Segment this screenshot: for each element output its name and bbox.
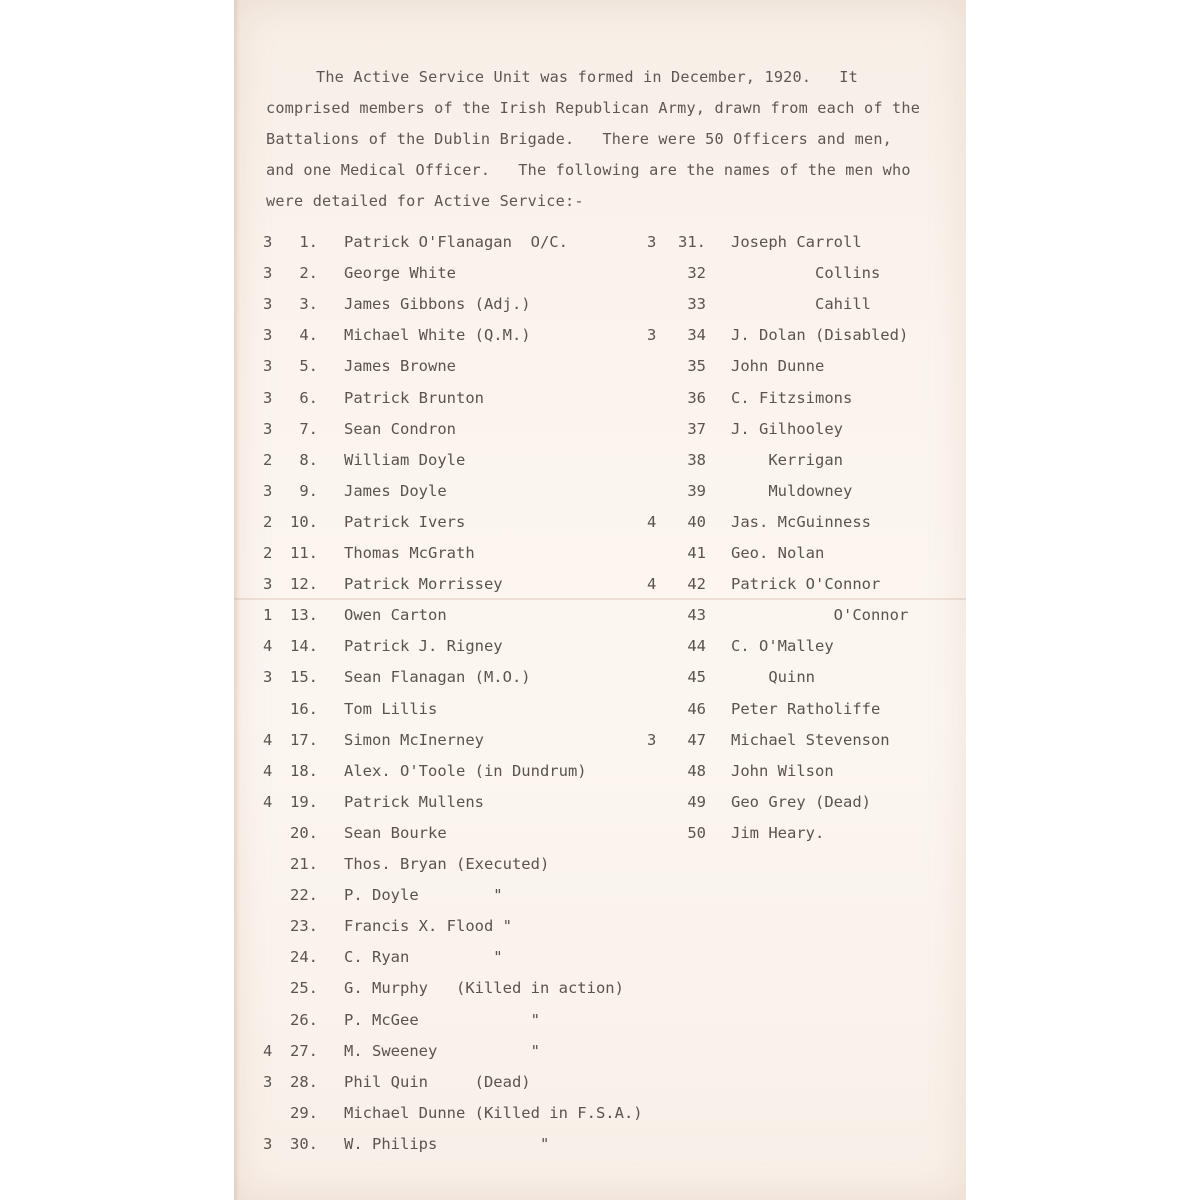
member-name: Muldowney: [731, 481, 853, 500]
roster-number: 20.: [290, 823, 318, 842]
roster-number: 22.: [290, 886, 318, 905]
roster-number: 9.: [299, 481, 318, 500]
member-name: P. Doyle ": [344, 886, 503, 905]
roster-row: [0, 417, 1200, 441]
roster-row: [0, 697, 1200, 721]
roster-number: 50: [687, 823, 706, 842]
roster-row: [0, 354, 1200, 378]
roster-number: 12.: [290, 575, 318, 594]
roster-number: 7.: [299, 419, 318, 438]
member-name: Thos. Bryan (Executed): [344, 855, 550, 873]
roster-number: 33: [687, 295, 706, 314]
roster-number: 28.: [290, 1072, 318, 1091]
roster-number: 35: [687, 357, 706, 376]
member-name: Sean Condron: [344, 419, 456, 438]
roster-number: 13.: [290, 606, 318, 625]
battalion-number: 3: [263, 481, 273, 500]
roster-row: [0, 510, 1200, 534]
member-name: Jim Heary.: [731, 823, 825, 842]
roster-number: 32: [687, 264, 706, 283]
roster-number: 26.: [290, 1010, 318, 1029]
roster-row: [0, 914, 1200, 938]
roster-row: [0, 603, 1200, 627]
member-name: Sean Bourke: [344, 823, 447, 842]
intro-line: Battalions of the Dublin Brigade. There were 50 Officers and men,: [266, 130, 893, 148]
roster-row: [0, 759, 1200, 783]
roster-row: [0, 665, 1200, 689]
intro-line: and one Medical Officer. The following are the names of the men who: [266, 161, 911, 179]
member-name: William Doyle: [344, 450, 466, 469]
member-name: Patrick J. Rigney: [344, 637, 503, 656]
battalion-number: 3: [263, 295, 273, 314]
roster-row: [0, 541, 1200, 565]
roster-number: 47: [687, 730, 706, 749]
roster-number: 48: [687, 761, 706, 780]
battalion-number: 1: [263, 606, 273, 625]
roster-number: 36: [687, 388, 706, 407]
roster-row: [0, 883, 1200, 907]
roster-number: 43: [687, 606, 706, 625]
battalion-number: 4: [647, 575, 657, 594]
battalion-number: 3: [647, 326, 657, 345]
member-name: G. Murphy (Killed in action): [344, 979, 624, 998]
member-name: James Browne: [344, 357, 456, 376]
member-name: Patrick Mullens: [344, 792, 484, 811]
roster-number: 16.: [290, 699, 318, 718]
battalion-number: 3: [263, 264, 273, 283]
battalion-number: 4: [647, 512, 657, 531]
battalion-number: 3: [647, 730, 657, 749]
roster-number: 23.: [290, 917, 318, 936]
roster-number: 17.: [290, 730, 318, 749]
member-name: Michael Dunne (Killed in F.S.A.): [344, 1103, 643, 1122]
intro-line: comprised members of the Irish Republican Army, drawn from each of the: [266, 99, 921, 117]
roster-row: [0, 728, 1200, 752]
member-name: John Wilson: [731, 761, 834, 780]
roster-number: 29.: [290, 1103, 318, 1122]
member-name: Simon McInerney: [344, 730, 484, 749]
member-name: Michael Stevenson: [731, 730, 890, 749]
roster-number: 38: [687, 450, 706, 469]
intro-line: The Active Service Unit was formed in December, 1920. It: [316, 68, 858, 86]
member-name: Owen Carton: [344, 606, 447, 625]
roster-number: 41: [687, 544, 706, 562]
roster-number: 18.: [290, 761, 318, 780]
roster-number: 2.: [299, 264, 318, 283]
member-name: James Doyle: [344, 481, 447, 500]
member-name: Francis X. Flood ": [344, 917, 512, 936]
roster-number: 46: [687, 699, 706, 718]
roster-row: [0, 976, 1200, 1000]
roster-number: 44: [687, 637, 706, 656]
member-name: George White: [344, 264, 456, 283]
member-name: Patrick Brunton: [344, 388, 484, 407]
roster-number: 19.: [290, 792, 318, 811]
roster-row: [0, 1101, 1200, 1125]
member-name: James Gibbons (Adj.): [344, 295, 531, 314]
roster-number: 49: [687, 792, 706, 811]
battalion-number: 3: [647, 233, 657, 251]
roster-number: 25.: [290, 979, 318, 998]
member-name: C. Ryan ": [344, 948, 503, 967]
roster-row: [0, 1070, 1200, 1094]
battalion-number: 4: [263, 637, 273, 656]
roster-row: [0, 945, 1200, 969]
roster-number: 39: [687, 481, 706, 500]
intro-paragraph: [266, 62, 946, 217]
roster-row: [0, 386, 1200, 410]
roster-row: [0, 790, 1200, 814]
roster-row: [0, 572, 1200, 596]
intro-line: were detailed for Active Service:-: [266, 192, 584, 210]
member-name: C. Fitzsimons: [731, 388, 853, 407]
roster-row: [0, 1008, 1200, 1032]
battalion-number: 4: [263, 792, 273, 811]
roster-row: [0, 448, 1200, 472]
battalion-number: 3: [263, 1072, 273, 1091]
member-name: C. O'Malley: [731, 637, 834, 656]
roster-number: 31.: [678, 233, 706, 251]
roster-number: 11.: [290, 544, 318, 562]
member-name: J. Gilhooley: [731, 419, 843, 438]
member-name: Alex. O'Toole (in Dundrum): [344, 761, 587, 780]
member-name: Sean Flanagan (M.O.): [344, 668, 531, 687]
roster-number: 1.: [299, 233, 318, 251]
roster-row: [0, 323, 1200, 347]
battalion-number: 4: [263, 1041, 273, 1060]
roster-number: 27.: [290, 1041, 318, 1060]
member-name: Tom Lillis: [344, 699, 438, 718]
member-name: J. Dolan (Disabled): [731, 326, 909, 345]
member-name: Kerrigan: [731, 450, 843, 469]
roster-number: 34: [687, 326, 706, 345]
roster-row: [0, 821, 1200, 845]
member-name: Cahill: [731, 295, 871, 314]
roster-number: 30.: [290, 1134, 318, 1153]
member-name: Patrick Morrissey: [344, 575, 503, 594]
roster-number: 24.: [290, 948, 318, 967]
battalion-number: 3: [263, 388, 273, 407]
member-name: Geo Grey (Dead): [731, 792, 871, 811]
battalion-number: 2: [263, 450, 273, 469]
battalion-number: 3: [263, 326, 273, 345]
member-name: P. McGee ": [344, 1010, 540, 1029]
roster-row: [0, 634, 1200, 658]
member-name: Quinn: [731, 668, 815, 687]
roster-row: [0, 1132, 1200, 1156]
roster-number: 15.: [290, 668, 318, 687]
battalion-number: 3: [263, 668, 273, 687]
member-name: M. Sweeney ": [344, 1041, 540, 1060]
member-name: Peter Ratholiffe: [731, 699, 881, 718]
roster-number: 8.: [299, 450, 318, 469]
battalion-number: 3: [263, 1134, 273, 1153]
battalion-number: 4: [263, 761, 273, 780]
member-name: John Dunne: [731, 357, 825, 376]
battalion-number: 3: [263, 233, 273, 251]
roster-number: 42: [687, 575, 706, 594]
roster-row: [0, 479, 1200, 503]
battalion-number: 3: [263, 575, 273, 594]
member-name: Patrick Ivers: [344, 512, 466, 531]
member-name: Geo. Nolan: [731, 544, 825, 562]
roster-number: 45: [687, 668, 706, 687]
roster-number: 5.: [299, 357, 318, 376]
member-name: Jas. McGuinness: [731, 512, 871, 531]
roster-number: 37: [687, 419, 706, 438]
roster-number: 14.: [290, 637, 318, 656]
roster-row: [0, 230, 1200, 254]
member-name: W. Philips ": [344, 1134, 550, 1153]
member-name: Collins: [731, 264, 881, 283]
member-name: Patrick O'Connor: [731, 575, 881, 594]
battalion-number: 4: [263, 730, 273, 749]
roster-number: 10.: [290, 512, 318, 531]
member-name: Patrick O'Flanagan O/C.: [344, 233, 568, 251]
member-name: O'Connor: [731, 606, 909, 625]
battalion-number: 2: [263, 544, 273, 562]
roster-number: 21.: [290, 855, 318, 873]
battalion-number: 3: [263, 357, 273, 376]
member-name: Joseph Carroll: [731, 233, 862, 251]
roster-row: [0, 852, 1200, 876]
roster-number: 3.: [299, 295, 318, 314]
roster-number: 6.: [299, 388, 318, 407]
roster-row: [0, 292, 1200, 316]
roster-number: 4.: [299, 326, 318, 345]
battalion-number: 2: [263, 512, 273, 531]
member-name: Thomas McGrath: [344, 544, 475, 562]
member-name: Phil Quin (Dead): [344, 1072, 531, 1091]
roster-number: 40: [687, 512, 706, 531]
roster-row: [0, 1039, 1200, 1063]
battalion-number: 3: [263, 419, 273, 438]
roster-row: [0, 261, 1200, 285]
member-name: Michael White (Q.M.): [344, 326, 531, 345]
